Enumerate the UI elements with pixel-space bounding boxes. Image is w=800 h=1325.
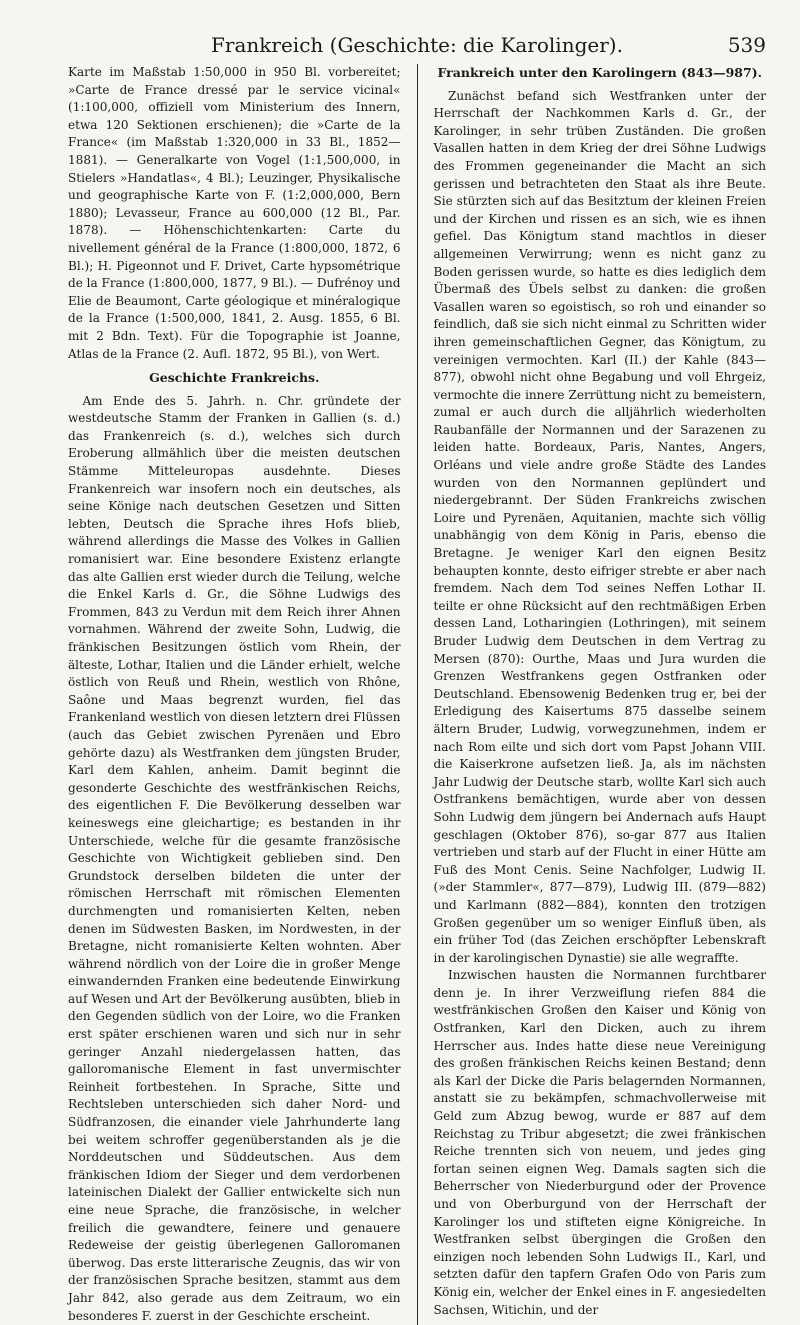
left-paragraph-history: Am Ende des 5. Jahrh. n. Chr. gründete der westdeutsche Stamm der Franken in Gallien (s. d.) das Frankenreich (s. d.), welches sich durch Eroberung allmählich über die meisten deutschen Stämme Mitteleuropas ausdehnte. Dieses Frankenreich war insofern noch ein deutsches, als seine Könige nach deutschen Gesetzen und Sitten lebten, Deutsch die Sprache ihres Hofs blieb, während allerdings die Masse des Volkes in Gallien romanisiert war. Eine besondere Existenz erlangte das alte Gallien erst wieder durch die Teilung, welche die Enkel Karls d. Gr., die Söhne Ludwigs des Frommen, 843 zu Verdun mit dem Reich ihrer Ahnen vornahmen. Während der zweite Sohn, Ludwig, die fränkischen Besitzungen östlich vom Rhein, der älteste, Lothar, Italien und die Länder erhielt, welche östlich von Reuß und Rhein, westlich von Rhône, Saône und Maas begrenzt wurden, fiel das Frankenland westlich von diesen letztern drei Flüssen (auch das Gebiet zwischen Pyrenäen und Ebro gehörte dazu) als Westfranken dem jüngsten Bruder, Karl dem Kahlen, anheim. Damit beginnt die gesonderte Geschichte des westfränkischen Reichs, des eigentlichen F. Die Bevölkerung desselben war keineswegs eine gleichartige; es bestanden in ihr Unterschiede, welche für die gesamte französische Geschichte von Wichtigkeit geblieben sind. Den Grundstock derselben bildeten die unter der römischen Herrschaft mit römischen Elementen durchmengten und romanisierten Kelten, neben denen im Südwesten Basken, im Nordwesten, in der Bretagne, nicht romanisierte Kelten wohnten. Aber während nördlich von der Loire die in großer Menge einwandernden Franken eine bedeutende Einwirkung auf Wesen und Art der Bevölkerung ausübten, blieb in den Gegenden südlich von der Loire, wo die Franken erst später erschienen waren und sich nur in sehr geringer Anzahl niedergelassen hatten, das galloromanische Element in fast unvermischter Reinheit fortbestehen. In Sprache, Sitte und Rechtsleben unterschieden sich daher Nord- und Südfranzosen, die einander viele Jahrhunderte lang bei weitem schroffer gegenüberstanden als je die Norddeutschen und Süddeutschen. Aus dem fränkischen Idiom der Sieger und dem verdorbenen lateinischen Dialekt der Gallier entwickelte sich nun eine neue Sprache, die französische, in welcher freilich die gewandtere, feinere und genauere Redeweise der geistig überlegenen Galloromanen überwog. Das erste litterarische Zeugnis, das wir von der französischen Sprache besitzen, stammt aus dem Jahr 842, also gerade aus dem Zeitraum, wo ein besonderes F. zuerst in der Geschichte erscheint. [68,393,401,1323]
running-head-title: Frankreich (Geschichte: die Karolinger). [211,33,623,57]
right-paragraph-karolinger: Zunächst befand sich Westfranken unter der Herrschaft der Nachkommen Karls d. Gr., der Karolinger, in sehr trüben Zuständen. Die großen Vasallen hatten in dem Krieg der drei Söhne Ludwigs des Frommen gegeneinander die Macht an sich gerissen und betrachteten den Staat als ihre Beute. Sie stürzten sich auf das Besitztum der kleinen Freien und der Kirchen und rissen es an sich, wie es ihnen gefiel. Das Königtum stand machtlos in dieser allgemeinen Verwirrung; wenn es nicht ganz zu Boden gerissen wurde, so hatte es dies lediglich dem Übermaß des Übels selbst zu danken: die großen Vasallen waren so egoistisch, so roh und einander so feindlich, daß sie sich nicht einmal zu Schritten wider ihren gemeinschaftlichen Gegner, das Königtum, zu vereinigen vermochten. Karl (II.) der Kahle (843—877), obwohl nicht ohne Begabung und voll Ehrgeiz, vermochte die innere Zerrüttung nicht zu bemeistern, zumal er auch durch die alljährlich wiederholten Raubanfälle der Normannen und der Sarazenen zu leiden hatte. Bordeaux, Paris, Nantes, Angers, Orléans und viele andre große Städte des Landes wurden von den Normannen geplündert und niedergebrannt. Der Süden Frankreichs zwischen Loire und Pyrenäen, Aquitanien, machte sich völlig unabhängig von dem König in Paris, ebenso die Bretagne. Je weniger Karl den eignen Besitz behaupten konnte, desto eifriger strebte er aber nach fremdem. Nach dem Tod seines Neffen Lothar II. teilte er ohne Rücksicht auf den rechtmäßigen Erben dessen Land, Lotharingien (Lothringen), mit seinem Bruder Ludwig dem Deutschen in dem Vertrag zu Mersen (870): Ourthe, Maas und Jura wurden die Grenzen Westfrankens gegen Ostfranken oder Deutschland. Ebensowenig Bedenken trug er, bei der Erledigung des Kaisertums 875 dasselbe seinem ältern Bruder, Ludwig, vorwegzunehmen, indem er nach Rom eilte und sich dort vom Papst Johann VIII. die Kaiserkrone aufsetzen ließ. Ja, als im nächsten Jahr Ludwig der Deutsche starb, wollte Karl sich auch Ostfrankens bemächtigen, wurde aber von dessen Sohn Ludwig dem jüngern bei Andernach aufs Haupt geschlagen (Oktober 876), so-gar 877 aus Italien vertrieben und starb auf der Flucht in einer Hütte am Fuß des Mont Cenis. Seine Nachfolger, Ludwig II. (»der Stammler«, 877—879), Ludwig III. (879—882) und Karlmann (882—884), konnten den trotzigen Großen gegenüber um so weniger Einfluß üben, als ein früher Tod (das Zeichen erschöpfter Lebenskraft in der karolingischen Dynastie) sie alle wegraffte. [433,88,767,965]
two-column-body [68,64,766,1325]
section-heading-karolinger: Frankreich unter den Karolingern (843—987). [437,65,762,80]
page-number: 539 [727,33,766,57]
section-heading-geschichte: Geschichte Frankreichs. [149,370,320,386]
column-divider [417,64,418,1325]
left-column [68,64,401,1325]
page-header [68,28,766,62]
left-paragraph-maps: Karte im Maßstab 1:50,000 in 950 Bl. vorbereitet; »Carte de France dressé par le service vicinal« (1:100,000, offiziell vom Ministerium des Innern, etwa 120 Sektionen erschienen); die »Carte de la France« (im Maßstab 1:320,000 in 33 Bl., 1852—1881). — Generalkarte von Vogel (1:1,500,000, in Stielers »Handatlas«, 4 Bl.); Leuzinger, Physikalische und geographische Karte von F. (1:2,000,000, Bern 1880); Levasseur, France au 600,000 (12 Bl., Par. 1878). — Höhenschichtenkarten: Carte du nivellement général de la France (1:800,000, 1872, 6 Bl.); H. Pigeonnot und F. Drivet, Carte hypsométrique de la France (1:800,000, 1877, 9 Bl.). — Dufrénoy und Elie de Beaumont, Carte géologique et minéralogique de la France (1:500,000, 1841, 2. Ausg. 1855, 6 Bl. mit 2 Bdn. Text). Für die Topographie ist Joanne, Atlas de la France (2. Aufl. 1872, 95 Bl.), von Wert. [68,65,401,361]
right-paragraph-normannen: Inzwischen hausten die Normannen furchtbarer denn je. In ihrer Verzweiflung riefen 884 die westfränkischen Großen den Kaiser und König von Ostfranken, Karl den Dicken, auch zu ihrem Herrscher aus. Indes hatte diese neue Vereinigung des großen fränkischen Reichs keinen Bestand; denn als Karl der Dicke die Paris belagernden Normannen, anstatt sie zu bekämpfen, schmachvollerweise mit Geld zum Abzug bewog, wurde er 887 auf dem Reichstag zu Tribur abgesetzt; die zwei fränkischen Reiche trennten sich von neuem, und jedes ging fortan seinen eignen Weg. Damals sagten sich die Beherrscher von Niederburgund oder der Provence und von Oberburgund von der Herrschaft der Karolinger los und stifteten eigne Königreiche. In Westfranken selbst übergingen die Großen den einzigen noch lebenden Sohn Ludwigs II., Karl, und setzten dafür den tapfern Grafen Odo von Paris zum König ein, welcher der Enkel eines in F. angesiedelten Sachsen, Witichin, und der [433,968,767,1317]
right-column [434,64,767,1325]
